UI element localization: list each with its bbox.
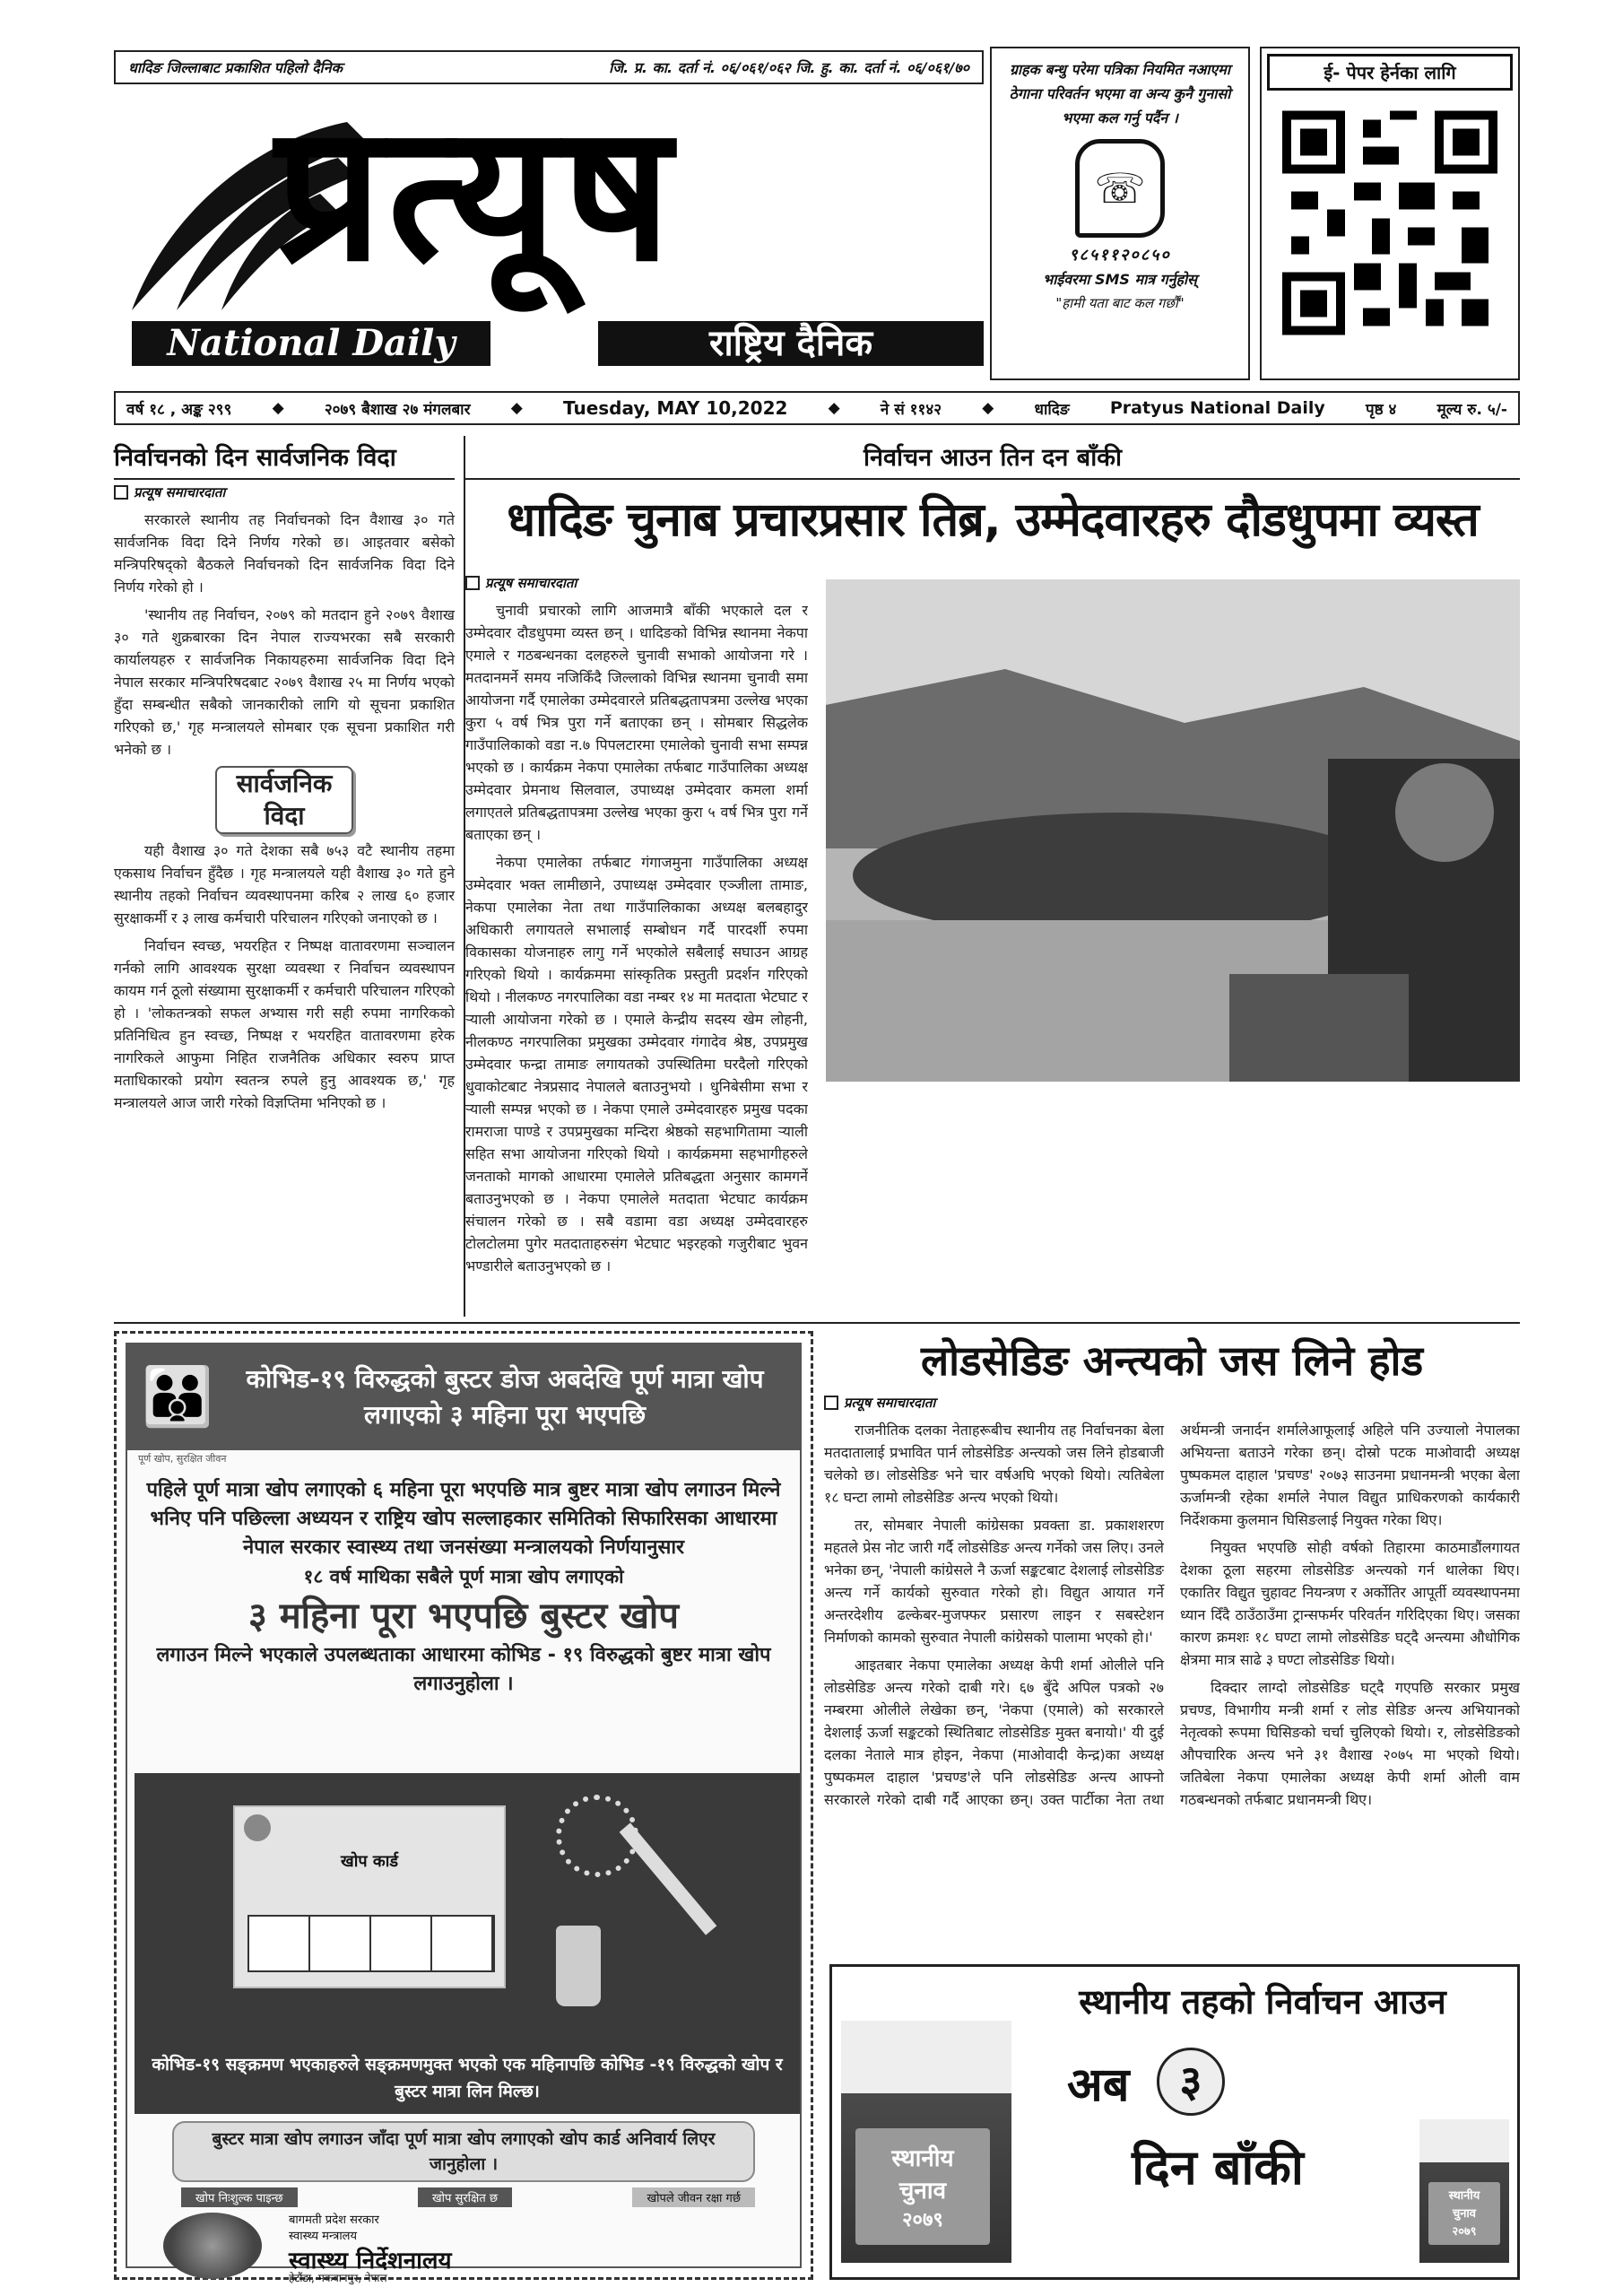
main-article-headline: धादिङ चुनाब प्रचारप्रसार तिब्र, उम्मेदवारहरु दौडधुपमा व्यस्त [507, 493, 1479, 547]
vaccine-card [233, 1805, 506, 1988]
left-article [114, 436, 465, 1317]
square-icon [465, 576, 480, 590]
paragraph: नियुक्त भएपछि सोही वर्षको तिहारमा काठमाडौंलगायत देशका ठूला सहरमा लोडसेडिङ अन्त्यको गर्न थालेका थिए। एकातिर विद्युत चुहावट नियन्त्रण र अर्कोतिर आपूर्ती व्यवस्थापनमा ध्यान दिँदै ठाउँठाउँमा ट्रान्सफर्मर परिवर्तन गरिदिएका थिए। जसका कारण क्रमशः १८ घण्टा लामो लोडसेडिङ घट्दै अन्त्यमा औधोगिक क्षेत्रमा मात्र साढे ३ घण्टा लोडसेडिङ थियो। [1180, 1539, 1520, 1668]
vaccine-card-table [247, 1915, 495, 1972]
ballot-label-line: स्थानीय [891, 2145, 954, 2172]
epaper-label: ई- पेपर हेर्नका लागि [1267, 54, 1513, 91]
subscriber-sms: भाईवरमा SMS मात्र गर्नुहोस् [1043, 271, 1197, 288]
covid-ad-body1: पहिले पूर्ण मात्रा खोप लगाएको ६ महिना पूरा भएपछि मात्र बुष्टर मात्रा खोप लगाउन मिल्ने भनिए पनि पछिल्ला अध्ययन र राष्ट्रिय खोप सल्लाहकार समितिको सिफारिसका आधारमा नेपाल सरकार स्वास्थ्य तथा जनसंख्या मन्त्रालयको निर्णयानुसार [146, 1479, 781, 1559]
page-number: पृष्ठ ४ [1365, 400, 1397, 419]
org-address: हेटौंडा, मकवानपुर, नेपाल [289, 2272, 387, 2284]
covid-ad-footer1: कोभिड-१९ सङ्क्रमण भएकाहरुले सङ्क्रमणमुक्त भएको एक महिनापछि कोभिड -१९ विरुद्धको खोप र बुस्टर मात्रा लिन मिल्छ। [135, 2051, 800, 2114]
paragraph: नेकपा एमालेका तर्फबाट गंगाजमुना गाउँपालिका अध्यक्ष उम्मेदवार भक्त लामीछाने, उपाध्यक्ष उम्मेदवार एञ्जीला तामाङ, नेकपा एमालेका नेता तथा गाउँपालिकाका अध्यक्ष बलबहादुर अधिकारी लगायतले सभालाई सम्बोधन गर्दै पारदर्शी रुपमा विकासका योजनाहरु लागु गर्ने भएकोले सबैलाई सघाउन आग्रह गरिएको थियो । कार्यक्रममा सांस्कृतिक प्रस्तुती प्रदर्शन गरिएको थियो । नीलकण्ठ नगरपालिका वडा नम्बर १४ मा मतदाता भेटघाट र ऱ्याली आयोजना गरेको छ । एमाले केन्द्रीय सदस्य खेम लोहनी, नीलकण्ठ नगरपालिका प्रमुखका उम्मेदवार गंगादेव श्रेष्ठ, उपप्रमुख उम्मेदवार फन्द्रा तामाङ लगायतको उपस्थितिमा घरदैलो गरिएको धुवाकोटबाट नेत्रप्रसाद नेपालले बताउनुभयो । धुनिबेसीमा सभा र ऱ्याली सम्पन्न भएको छ । नेकपा एमाले उम्मेदवारहरु प्रमुख पदका रामराजा पाण्डे र उपप्रमुखका मन्दिरा श्रेष्ठको सहभागितामा ऱ्याली सहित सभा आयोजना गरिएको थियो । कार्यक्रममा सहभागीहरुले जनताको मागको आधारमा एमालेले प्रतिबद्धता अनुसार कामगर्ने बताउनुभएको छ । नेकपा एमालेले मतदाता भेटघाट कार्यक्रम संचालन गरेको छ । सबै वडामा वडा अध्यक्ष उम्मेदवारहरु टोलटोलमा पुगेर मतदाताहरुसंग भेटघाट भइरहको गजुरीबाट भुवन भण्डारीले बताउनुभएको छ । [465, 854, 808, 1274]
covid-ad-small-caption: पूर्ण खोप, सुरक्षित जीवन [138, 1453, 227, 1465]
nepal-sambat: ने सं ११४२ [880, 400, 942, 419]
paragraph: सरकारले स्थानीय तह निर्वाचनको दिन वैशाख ३० गते सार्वजनिक विदा दिने निर्णय गरेको छ। आइतवार बसेको मन्त्रिपरिषद्को बैठकले निर्वाचनको दिन सार्वजनिक विदा दिने निर्णय गरेको हो । [114, 511, 455, 596]
masthead-title: प्रत्यूष [275, 83, 677, 303]
diamond-icon: ◆ [828, 399, 840, 417]
diamond-icon: ◆ [272, 399, 284, 417]
diamond-icon: ◆ [510, 399, 523, 417]
paragraph: चुनावी प्रचारको लागि आजमात्रै बाँकी भएकाले दल र उम्मेदवार दौडधुपमा व्यस्त छन् । धादिङको विभिन्न स्थानमा नेकपा एमाले र गठबन्धनका दलहरुले चुनावी सभाको आयोजना गरे । मतदानमर्ने समय नजिकिँदै जिल्लाको विभिन्न स्थानमा चुनावी समा आयोजना गर्दै एमालेका उम्मेदवारले प्रतिबद्धतापत्रमा उल्लेख भएका कुरा ५ वर्ष भित्र पुरा गर्ने बताएका छन् । सोमबार सिद्धलेक गाउँपालिकाको वडा न.७ पिपलटारमा एमालेको चुनावी सभा सम्पन्न भएको छ । कार्यक्रम नेकपा एमालेका तर्फबाट गाउँपालिका अध्यक्ष उम्मेदवार प्रेमनाथ सिलवाल, उपाध्यक्ष उम्मेदवार कमला शर्मा लगाएतले प्रतिबद्धतापत्रमा उल्लेख भएका कुरा ५ वर्ष भित्र पुरा गर्ने बताएका छन् । [465, 602, 808, 843]
covid-ad-banner [127, 1344, 800, 1450]
covid-ad-body2: १८ वर्ष माथिका सबैले पूर्ण मात्रा खोप लगाएको [303, 1566, 624, 1587]
ballot-box-label [855, 2128, 990, 2245]
covid-ad-footer2: बुस्टर मात्रा खोप लगाउन जाँदा पूर्ण मात्रा खोप लगाएको खोप कार्ड अनिवार्य लिएर जानुहोला । [172, 2121, 755, 2182]
paragraph: दिक्दार लाग्दो लोडसेडिङ घट्दै गएपछि सरकार प्रमुख प्रचण्ड, विभागीय मन्त्री शर्मा र लोड सेडिङ अन्त्य अभियानको नेतृत्वको रूपमा घिसिङको चर्चा चुलिएको थियो। र, लोडसेडिङको औपचारिक अन्त्य भने ३१ वैशाख २०७५ मा भएको थियो। जतिबेला नेकपा एमालेका अध्यक्ष केपी शर्मा ओली वाम गठबन्धनको तर्फबाट प्रधानमन्त्री थिए। [1180, 1679, 1520, 1808]
ballot-label-line: २०७९ [1452, 2225, 1477, 2239]
byline-text: प्रत्यूष समाचारदाता [844, 1395, 936, 1411]
epaper-box [1260, 47, 1520, 380]
section-divider [114, 1322, 1520, 1324]
ballot-label-line: स्थानीय [1448, 2189, 1480, 2203]
date-english: Tuesday, MAY 10,2022 [563, 397, 788, 419]
countdown-line1: स्थानीय तहको निर्वाचन आउन [1079, 1982, 1446, 2022]
covid-tag: खोप निःशुल्क पाइन्छ [181, 2187, 298, 2207]
covid-ad-body-big: ३ महिना पूरा भएपछि बुस्टर खोप [247, 1596, 680, 1637]
election-countdown-box [829, 1964, 1520, 2280]
byline-text: प्रत्यूष समाचारदाता [485, 575, 577, 591]
org-small1: बागमती प्रदेश सरकार [289, 2213, 379, 2227]
dateline-brand: Pratyus National Daily [1109, 398, 1325, 418]
ballot-box-label-small [1428, 2182, 1500, 2245]
ballot-label-line: २०७९ [902, 2209, 943, 2231]
syringe-icon [620, 1822, 717, 1935]
left-article-headline: निर्वाचनको दिन सार्वजनिक विदा [114, 436, 455, 480]
left-article-inset [215, 766, 353, 834]
covid-ad-inner [126, 1343, 802, 2284]
dateline-bar [114, 391, 1520, 425]
family-icon: 👪 [142, 1364, 213, 1431]
square-icon [824, 1396, 838, 1410]
covid-tag: खोप सुरक्षित छ [418, 2187, 512, 2207]
covid-ad-tags [181, 2187, 755, 2207]
covid-ad-body3: लगाउन मिल्ने भएकाले उपलब्धताका आधारमा कोभिड - १९ विरुद्धको बुष्टर मात्रा खोप लगाउनुहोला । [156, 1644, 771, 1695]
vaccine-card-title: खोप कार्ड [341, 1852, 398, 1871]
loadshedding-body [824, 1419, 1520, 1914]
viber-icon: ☏ [1075, 139, 1165, 238]
government-emblem-icon [163, 2213, 262, 2279]
dateline-place: धादिङ [1034, 400, 1070, 419]
top-strip-tagline: धादिङ जिल्लाबाट प्रकाशित पहिलो दैनिक [128, 59, 343, 76]
inset-line: विदा [264, 801, 305, 831]
ballot-label-line: चुनाव [1452, 2207, 1477, 2221]
diamond-icon: ◆ [982, 399, 994, 417]
loadshedding-article [824, 1331, 1520, 1914]
covid-tag: खोपले जीवन रक्षा गर्छ [632, 2187, 755, 2207]
masthead [114, 83, 984, 373]
date-nepali: २०७९ बैशाख २७ मंगलबार [324, 400, 471, 419]
countdown-ab: अब [1067, 2058, 1130, 2112]
masthead-english: National Daily [132, 321, 490, 366]
covid-ad-graphic [135, 1773, 800, 2051]
main-article-col1 [465, 570, 808, 1317]
subscriber-slogan: "हामी यता बाट कल गर्छौं" [1055, 295, 1185, 311]
main-article-byline [465, 574, 808, 592]
subscriber-notice: ग्राहक बन्धु परेमा पत्रिका नियमित नआएमा ठेगाना परिवर्तन भएमा वा अन्य कुनै गुनासो भएमा कल गर्नु पर्दैन । [1009, 61, 1231, 126]
paragraph: निर्वाचन स्वच्छ, भयरहित र निष्पक्ष वातावरणमा सञ्चालन गर्नको लागि आवश्यक सुरक्षा व्यवस्था र निर्वाचन व्यवस्थापन कायम गर्न ठूलो संख्यामा सुरक्षाकर्मी र कर्मचारी परिचालन गरिएको हो । 'लोकतन्त्रको सफल अभ्यास गरी सही रुपमा नागरिकको प्रतिनिधित्व हुन स्वच्छ, निष्पक्ष र भयरहित वातावरणमा हरेक नागरिकले आफुमा निहित राजनैतिक अधिकार स्वरुप प्राप्त मताधिकारको प्रयोग स्वतन्त्र रुपले हुनु आवश्यक छ,' गृह मन्त्रालयले आज जारी गरेको विज्ञप्तिमा भनिएको छ । [114, 937, 455, 1111]
paragraph: आइतबार नेकपा एमालेका अध्यक्ष केपी शर्मा ओलीले पनि लोडसेडिङ अन्त्य गरेको दाबी गरे। ६७ बुँदे अपिल पत्रको २७ नम्बरमा ओलीले लेखेका छन्, 'नेकपा (एमाले) को सरकारले देशलाई ऊर्जा सङ्कटको स्थितिबाट लोडसेडिङ मुक्त बनायो।' यी दुई दलका नेताले मात्र होइन, नेकपा (माओवादी केन्द्र)का अध्यक्ष पुष्पकमल दाहाल 'प्रचण्ड'ले पनि लोडसेडिङ अन्त्य आफ्नो सरकारले गरेको दाबी गर्दै आएका छन्। उक्त पार्टीका नेता तथा अर्थमन्त्री जनार्दन शर्मालेआफूलाई अहिले पनि उज्यालो नेपालका अभियन्ता बताउने गरेका छन्। दोस्रो पटक माओवादी अध्यक्ष पुष्पकमल दाहाल 'प्रचण्ड' २०७३ साउनमा प्रधानमन्त्री भएका बेला ऊर्जामन्त्री रहेका शर्माले नेपाल विद्युत प्राधिकरणको कार्यकारी निर्देशकमा कुलमान घिसिङलाई नियुक्त गरेका थिए। [824, 1422, 1520, 1808]
paragraph: 'स्थानीय तह निर्वाचन, २०७९ को मतदान हुने २०७९ वैशाख ३० गते शुक्रबारका दिन नेपाल राज्यभरका सबै सरकारी कार्यालयहरु र सार्वजनिक निकायहरुमा सार्वजनिक विदा दिने नेपाल सरकार मन्त्रिपरिषदबाट २०७९ वैशाख २५ मा निर्णय भएको हुँदा सम्बन्धीत सबैको जानकारीको लागि यो सूचना प्रकाशित गरिएको छ,' गृह मन्त्रालयले सोमबार एक सूचना प्रकाशित गरी भनेको छ । [114, 606, 455, 758]
loadshedding-byline [824, 1394, 1520, 1412]
rally-photo [826, 579, 1520, 1082]
issue-number: वर्ष १८ , अङ्क २९९ [126, 400, 232, 419]
left-article-byline [114, 483, 455, 501]
qr-code-icon[interactable] [1282, 109, 1497, 337]
paragraph: राजनीतिक दलका नेताहरूबीच स्थानीय तह निर्वाचनका बेला मतदातालाई प्रभावित पार्न लोडसेडिङ अन्त्यको जस लिने होडबाजी चलेको छ। लोडसेडिङ भने चार वर्षअघि भएको थियो। त्यतिबेला १८ घन्टा लामो लोडसेडिङ अन्त्य भएको थियो। [824, 1422, 1164, 1506]
byline-text: प्रत्यूष समाचारदाता [134, 484, 226, 500]
countdown-number: ३ [1157, 2048, 1225, 2116]
nepal-emblem-icon [244, 1814, 271, 1841]
paragraph: यही वैशाख ३० गते देशका सबै ७५३ वटै स्थानीय तहमा एकसाथ निर्वाचन हुँदैछ । गृह मन्त्रालयले यही वैशाख ३० गते हुने स्थानीय तहको निर्वाचन व्यवस्थापनमा करिब २ लाख ६० हजार सुरक्षाकर्मी र ३ लाख कर्मचारी परिचालन गरिएको जनाएको छ । [114, 842, 455, 926]
main-article-kicker: निर्वाचन आउन तिन दन बाँकी [465, 436, 1520, 480]
covid-ad-top-banner: कोभिड-१९ विरुद्धको बुस्टर डोज अबदेखि पूर्ण मात्रा खोप लगाएको ३ महिना पूरा भएपछि [246, 1364, 764, 1430]
paragraph: तर, सोमबार नेपाली कांग्रेसका प्रवक्ता डा. प्रकाशशरण महतले प्रेस नोट जारी गर्दै लोडसेडिङ अन्त्य गर्नेको जस लिए। उनले भनेका छन्, 'नेपाली कांग्रेसले नै ऊर्जा सङ्कटबाट देशलाई लोडसेडिङ अन्त्य गर्ने कार्यको सुरुवात गरेको हो। विद्युत आयात गर्ने अन्तरदेशीय ढल्केबर-मुजफ्फर प्रसारण लाइन र सबस्टेशन निर्माणको कामको सुरुवात नेपाली कांग्रेसको पालामा भएको हो।' [824, 1517, 1164, 1646]
ballot-label-line: चुनाव [898, 2178, 947, 2205]
main-article [465, 436, 1520, 1317]
rally-photo-scene [826, 579, 1520, 1082]
square-icon [114, 485, 128, 500]
covid-ad-org [163, 2213, 773, 2284]
price: मूल्य रु. ५/- [1436, 400, 1507, 419]
ballot-box-right-icon [1419, 2119, 1509, 2263]
masthead-nepali: राष्ट्रिय दैनिक [598, 321, 984, 366]
org-small2: स्वास्थ्य मन्त्रालय [289, 2230, 358, 2243]
inset-line: सार्वजनिक [236, 769, 333, 798]
loadshedding-headline: लोडसेडिङ अन्त्यको जस लिने होड [920, 1336, 1424, 1385]
covid-booster-ad [114, 1331, 813, 2284]
subscriber-phone: ९८५११२०८५० [1069, 246, 1171, 265]
subscriber-box [990, 47, 1250, 380]
main-article-body [465, 599, 808, 1317]
ballot-box-left-icon [841, 2021, 1011, 2263]
vaccine-vial-icon [556, 1926, 601, 2006]
countdown-line2: दिन बाँकी [1132, 2139, 1304, 2196]
main-article-continued [826, 1091, 1520, 1297]
left-article-body [114, 509, 455, 1114]
org-name: स्वास्थ्य निर्देशनालय [289, 2248, 452, 2274]
registration-number: जि. प्र. का. दर्ता नं. ०६/०६१/०६२ जि. हु. का. दर्ता नं. ०६/०६१/७० [609, 59, 969, 76]
